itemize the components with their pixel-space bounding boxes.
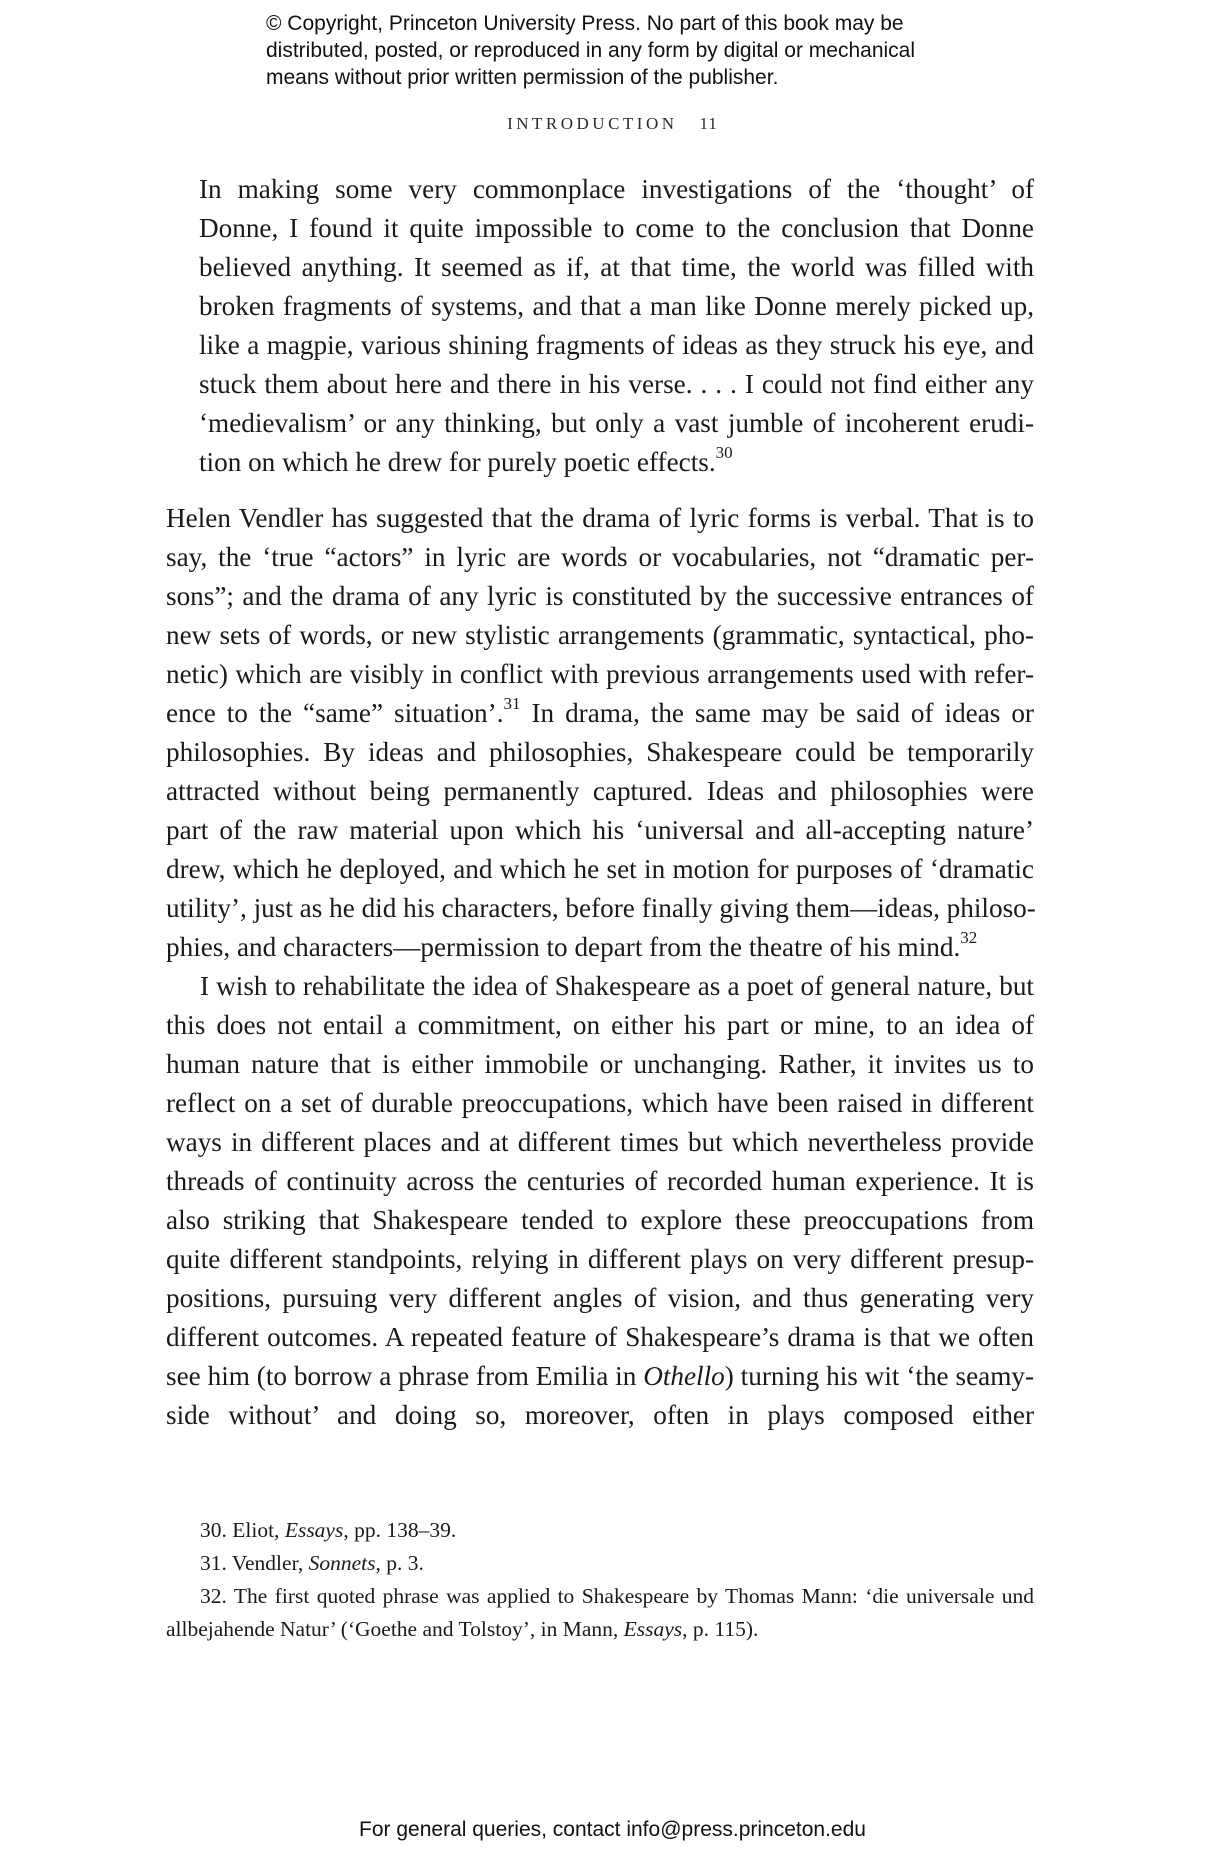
text-segment: 30. Eliot, <box>200 1518 285 1542</box>
block-quote <box>199 170 1034 482</box>
text-line: like a magpie, various shining fragments of ideas as they struck his eye, and <box>199 330 1034 360</box>
footnotes <box>166 1514 1034 1646</box>
paragraph-1 <box>166 499 1034 967</box>
text-line: Donne, I found it quite impossible to come to the conclusion that Donne <box>199 213 1034 243</box>
text-line <box>166 694 1034 733</box>
text-line: netic) which are visibly in conflict with previous arrangements used with refer- <box>166 659 1034 689</box>
italic-title: Othello <box>643 1361 725 1391</box>
footnote-32-continued <box>166 1613 1034 1646</box>
text-line: positions, pursuing very different angles of vision, and thus generating very <box>166 1283 1034 1313</box>
text-line: say, the ‘true “actors” in lyric are words or vocabularies, not “dramatic per- <box>166 542 1034 572</box>
contact-footer: For general queries, contact info@press.princeton.edu <box>359 1818 866 1841</box>
text-segment: ence to the “same” situation’. <box>166 698 504 728</box>
page-number: 11 <box>699 114 718 133</box>
text-segment: tion on which he drew for purely poetic effects. <box>199 447 716 477</box>
text-line <box>199 443 1034 482</box>
footnote-32: 32. The first quoted phrase was applied to Shakespeare by Thomas Mann: ‘die universale und <box>200 1584 1034 1608</box>
running-head <box>0 114 1225 134</box>
text-line: sons”; and the drama of any lyric is constituted by the successive entrances of <box>166 581 1034 611</box>
text-segment: ) turning his wit ‘the seamy- <box>724 1361 1034 1391</box>
text-segment: , p. 3. <box>375 1551 424 1575</box>
footnote-31 <box>166 1547 1034 1580</box>
text-segment: see him (to borrow a phrase from Emilia in <box>166 1361 644 1391</box>
text-line <box>166 1357 1034 1396</box>
text-line: human nature that is either immobile or unchanging. Rather, it invites us to <box>166 1049 1034 1079</box>
text-line: Helen Vendler has suggested that the drama of lyric forms is verbal. That is to <box>166 503 1034 533</box>
text-line: drew, which he deployed, and which he set in motion for purposes of ‘dramatic <box>166 854 1034 884</box>
text-segment: allbejahende Natur’ (‘Goethe and Tolstoy’, in Mann, <box>166 1617 624 1641</box>
text-segment: In drama, the same may be said of ideas or <box>520 698 1034 728</box>
footnote-ref-32[interactable]: 32 <box>960 927 978 947</box>
running-head-section: INTRODUCTION <box>507 114 678 133</box>
text-segment: , p. 115). <box>682 1617 759 1641</box>
text-line: In making some very commonplace investigations of the ‘thought’ of <box>199 174 1034 204</box>
italic-title: Essays <box>623 1617 683 1641</box>
text-line: this does not entail a commitment, on either his part or mine, to an idea of <box>166 1010 1034 1040</box>
text-segment: 31. Vendler, <box>200 1551 309 1575</box>
text-line: stuck them about here and there in his verse. . . . I could not find either any <box>199 369 1034 399</box>
footnote-30 <box>166 1514 1034 1547</box>
paragraph-2 <box>166 967 1034 1435</box>
text-line: new sets of words, or new stylistic arrangements (grammatic, syntactical, pho- <box>166 620 1034 650</box>
text-line: different outcomes. A repeated feature of Shakespeare’s drama is that we often <box>166 1322 1034 1352</box>
copyright-line: © Copyright, Princeton University Press. No part of this book may be <box>266 12 904 35</box>
text-line: believed anything. It seemed as if, at that time, the world was filled with <box>199 252 1034 282</box>
text-line: broken fragments of systems, and that a man like Donne merely picked up, <box>199 291 1034 321</box>
text-line: philosophies. By ideas and philosophies, Shakespeare could be temporarily <box>166 737 1034 767</box>
text-line: threads of continuity across the centuries of recorded human experience. It is <box>166 1166 1034 1196</box>
text-line: also striking that Shakespeare tended to explore these preoccupations from <box>166 1205 1034 1235</box>
footnote-ref-30[interactable]: 30 <box>715 442 733 462</box>
text-line: side without’ and doing so, moreover, often in plays composed either <box>166 1400 1034 1430</box>
text-line: attracted without being permanently captured. Ideas and philosophies were <box>166 776 1034 806</box>
italic-title: Sonnets <box>308 1551 376 1575</box>
italic-title: Essays <box>284 1518 344 1542</box>
text-line: reflect on a set of durable preoccupations, which have been raised in different <box>166 1088 1034 1118</box>
text-line <box>166 928 1034 967</box>
text-segment: phies, and characters—permission to depart from the theatre of his mind. <box>166 932 961 962</box>
copyright-line: distributed, posted, or reproduced in any form by digital or mechanical <box>266 39 916 62</box>
copyright-notice <box>266 10 986 91</box>
text-segment: , pp. 138–39. <box>343 1518 457 1542</box>
footnote-ref-31[interactable]: 31 <box>503 693 521 713</box>
text-line: quite different standpoints, relying in different plays on very different presup- <box>166 1244 1034 1274</box>
text-line: I wish to rehabilitate the idea of Shakespeare as a poet of general nature, but <box>200 971 1034 1001</box>
text-line: utility’, just as he did his characters, before finally giving them—ideas, philoso- <box>166 893 1036 923</box>
copyright-line: means without prior written permission of the publisher. <box>266 66 779 89</box>
text-line: ways in different places and at different times but which nevertheless provide <box>166 1127 1034 1157</box>
text-line: ‘medievalism’ or any thinking, but only a vast jumble of incoherent erudi- <box>199 408 1034 438</box>
text-line: part of the raw material upon which his ‘universal and all-accepting nature’ <box>166 815 1034 845</box>
